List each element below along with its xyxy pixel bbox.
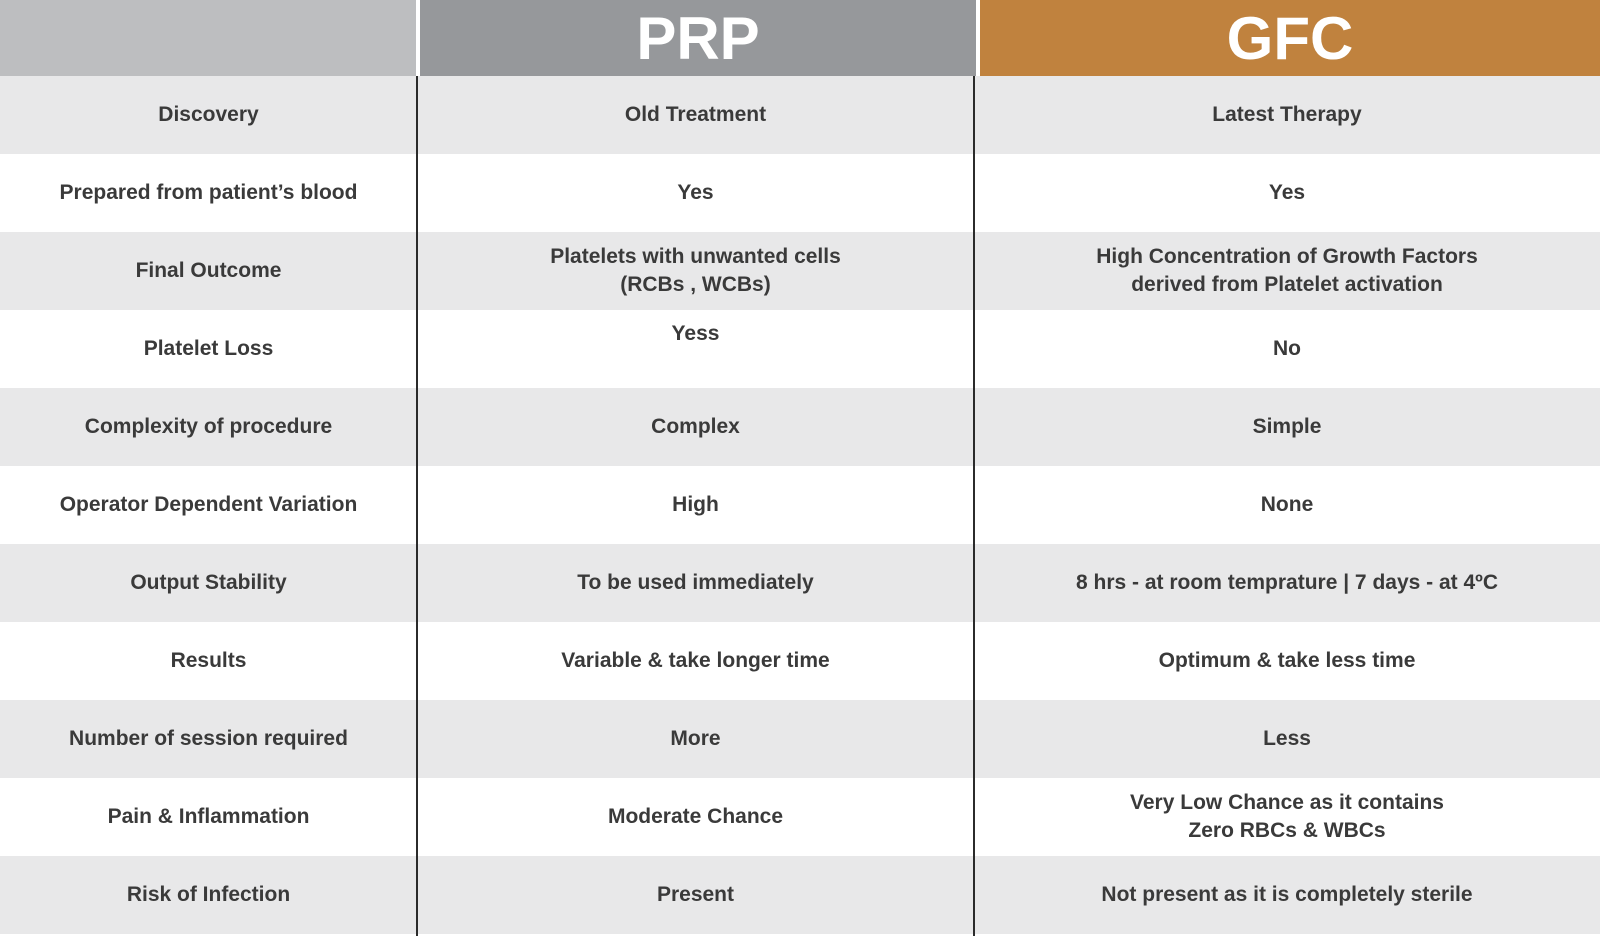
prp-value: Complex xyxy=(651,415,740,438)
table-row xyxy=(0,154,1600,232)
table-row xyxy=(0,856,1600,934)
table-row xyxy=(0,778,1600,856)
row-label: Platelet Loss xyxy=(143,337,274,360)
prp-value: Moderate Chance xyxy=(607,805,784,828)
gfc-value: None xyxy=(1260,493,1314,516)
table-row xyxy=(0,310,1600,388)
table-body xyxy=(0,76,1600,934)
row-label: Complexity of procedure xyxy=(84,415,333,438)
column-divider xyxy=(973,76,975,936)
table-row xyxy=(0,466,1600,544)
row-label: Results xyxy=(170,649,247,672)
row-label: Output Stability xyxy=(130,571,287,594)
gfc-value: Yes xyxy=(1268,181,1306,204)
prp-value: Yes xyxy=(677,181,714,204)
gfc-value: Very Low Chance as it contains Zero RBCs & WBCs xyxy=(1130,791,1444,842)
prp-value: Old Treatment xyxy=(624,103,767,126)
gfc-value: Not present as it is completely sterile xyxy=(1101,883,1473,906)
row-label: Pain & Inflammation xyxy=(107,805,310,828)
row-label: Number of session required xyxy=(69,727,348,750)
row-label: Risk of Infection xyxy=(126,883,291,906)
table-row xyxy=(0,700,1600,778)
prp-value: Present xyxy=(656,883,735,906)
header-gfc: GFC xyxy=(980,0,1600,76)
table-row xyxy=(0,232,1600,310)
header-blank-cell xyxy=(0,0,416,76)
gfc-value: 8 hrs - at room temprature | 7 days - at 4ºC xyxy=(1076,571,1498,594)
gfc-value: No xyxy=(1273,337,1301,360)
column-divider xyxy=(416,76,418,936)
row-label: Final Outcome xyxy=(135,259,282,282)
table-header xyxy=(0,0,1600,76)
table-row xyxy=(0,544,1600,622)
prp-value: Variable & take longer time xyxy=(561,649,830,672)
prp-value: Platelets with unwanted cells (RCBs , WCBs) xyxy=(550,245,841,296)
prp-value: High xyxy=(672,493,719,516)
row-label: Discovery xyxy=(158,103,259,126)
table-row xyxy=(0,622,1600,700)
gfc-value: Simple xyxy=(1252,415,1322,438)
gfc-value: High Concentration of Growth Factors derived from Platelet activation xyxy=(1096,245,1478,296)
header-prp: PRP xyxy=(420,0,976,76)
gfc-value: Latest Therapy xyxy=(1212,103,1362,126)
prp-value: More xyxy=(670,727,721,750)
table-row xyxy=(0,76,1600,154)
row-label: Operator Dependent Variation xyxy=(59,493,358,516)
prp-value: Yess xyxy=(671,322,720,345)
row-label: Prepared from patient’s blood xyxy=(59,181,358,204)
gfc-value: Less xyxy=(1263,727,1311,750)
gfc-value: Optimum & take less time xyxy=(1158,649,1416,672)
prp-value: To be used immediately xyxy=(577,571,814,594)
table-row xyxy=(0,388,1600,466)
